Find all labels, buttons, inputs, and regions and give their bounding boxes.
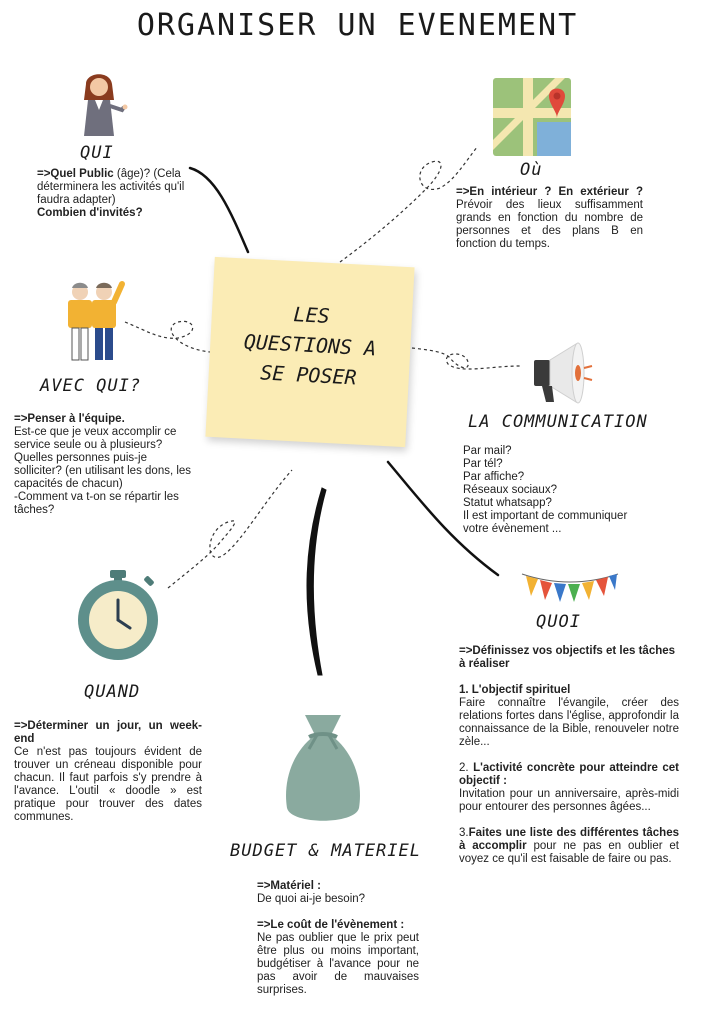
communication-line-6: Il est important de communiquer votre évènement ... <box>463 510 628 535</box>
budget-text <box>257 880 419 997</box>
center-line-3: SE POSER <box>259 360 358 390</box>
budget-item1-rest: De quoi ai-je besoin? <box>257 893 366 905</box>
qui-heading: QUI <box>80 143 114 163</box>
avec-qui-line-2: Est-ce que je veux accomplir ce service seule ou à plusieurs? <box>14 426 177 451</box>
qui-line2-bold: Combien d'invités? <box>37 207 143 219</box>
budget-item2-rest: Ne pas oublier que le prix peut être plus ou moins important, budgétiser à l'avance pour ne pas avoir de mauvaises surprises. <box>257 932 419 996</box>
quoi-item3 <box>459 827 679 866</box>
connector-avec-qui <box>125 321 210 352</box>
ou-line1-rest: Prévoir des lieux suffisamment grands en fonction du nombre de personnes et des plans B en fonction du temps. <box>456 199 643 250</box>
quoi-item1-rest: Faire connaître l'évangile, créer des relations fortes dans l'église, approfondir la connaissance de la Bible, renouveler notre zèle... <box>459 697 679 748</box>
avec-qui-heading: AVEC QUI? <box>40 376 142 396</box>
quand-line1-bold: =>Déterminer un jour, un week-end <box>14 720 202 745</box>
communication-heading: LA COMMUNICATION <box>468 412 648 432</box>
communication-line-1: Par mail? <box>463 445 512 457</box>
connector-budget <box>307 488 326 675</box>
megaphone-icon <box>532 338 594 410</box>
avec-qui-line-4: -Comment va t-on se répartir les tâches? <box>14 491 179 516</box>
quoi-item2-bold: L'activité concrète pour atteindre cet objectif : <box>459 762 679 787</box>
quand-text <box>14 720 202 824</box>
connector-communication <box>412 348 520 369</box>
money-bag-icon <box>283 713 363 829</box>
quoi-item2 <box>459 762 679 788</box>
woman-icon <box>72 70 132 142</box>
budget-item2-bold: =>Le coût de l'évènement : <box>257 919 405 931</box>
communication-line-5: Statut whatsapp? <box>463 497 552 509</box>
quoi-item1-bold: 1. L'objectif spirituel <box>459 684 571 696</box>
communication-line-3: Par affiche? <box>463 471 525 483</box>
page-title: ORGANISER UN EVENEMENT <box>136 8 579 43</box>
quand-line1-rest: Ce n'est pas toujours évident de trouver un créneau disponible pour chacun. Il faut parfois s'y prendre à l'avance. L'outil « doodle » est pratique pour trouver des dates communes. <box>14 746 202 823</box>
team-icon <box>62 278 126 362</box>
quoi-text <box>459 645 679 866</box>
quoi-item2-prefix: 2. <box>459 762 474 774</box>
clock-icon <box>72 570 164 662</box>
avec-qui-text <box>14 413 192 517</box>
communication-line-2: Par tél? <box>463 458 503 470</box>
ou-heading: Où <box>520 160 543 180</box>
budget-heading: BUDGET & MATERIEL <box>230 841 421 861</box>
center-line-2: QUESTIONS A <box>243 329 377 361</box>
ou-text <box>456 186 643 251</box>
qui-line1-rest: (âge)? (Cela déterminera les activités qu'il faudra adapter) <box>37 168 185 206</box>
center-note-text <box>208 295 412 395</box>
budget-item1-bold: =>Matériel : <box>257 880 321 892</box>
communication-line-4: Réseaux sociaux? <box>463 484 557 496</box>
ou-line1-bold: =>En intérieur ? En extérieur ? <box>456 186 643 198</box>
quoi-item3-prefix: 3. <box>459 827 469 839</box>
communication-text <box>463 445 655 536</box>
quoi-heading: QUOI <box>536 612 581 632</box>
quoi-item2-rest: Invitation pour un anniversaire, après-midi pour entourer des personnes âgées... <box>459 788 679 813</box>
center-line-1: LES <box>292 302 331 328</box>
qui-line1-bold: =>Quel Public <box>37 168 114 180</box>
quoi-item3-bold: Faites une liste des différentes tâches à accomplir <box>459 827 679 852</box>
bunting-icon <box>520 568 620 608</box>
map-icon <box>493 78 571 156</box>
qui-text <box>37 168 220 220</box>
quoi-item3-rest: pour ne pas en oublier et voyez ce qu'il est faisable de faire ou pas. <box>459 840 679 865</box>
quand-heading: QUAND <box>84 682 141 702</box>
avec-qui-line1-bold: =>Penser à l'équipe. <box>14 413 125 425</box>
quoi-intro-bold: =>Définissez vos objectifs et les tâches à réaliser <box>459 645 676 670</box>
avec-qui-line-3: Quelles personnes puis-je solliciter? (en utilisant les dons, les capacités de chacun) <box>14 452 192 490</box>
